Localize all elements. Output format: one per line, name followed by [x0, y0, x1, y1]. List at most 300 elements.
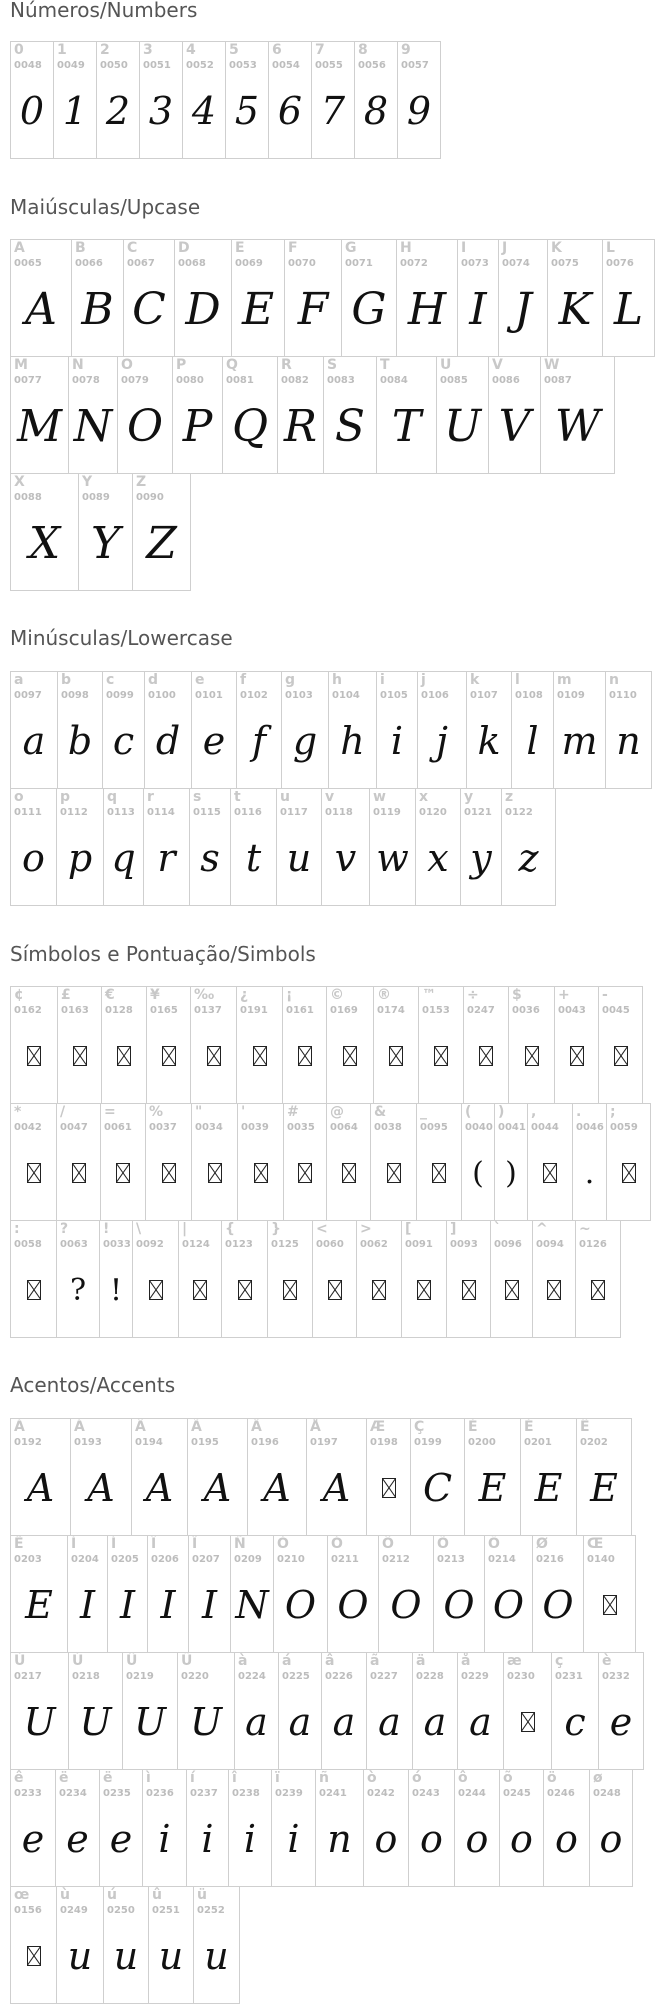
glyph-cell	[189, 788, 231, 906]
glyph-sample: u	[113, 1934, 139, 1978]
glyph-preview	[178, 1675, 234, 1769]
character-code: 0057	[401, 60, 429, 71]
character-label: œ	[14, 1887, 30, 1903]
glyph-preview	[237, 1009, 282, 1103]
glyph-preview	[357, 1243, 401, 1337]
glyph-preview	[149, 1909, 193, 2003]
character-label: -	[602, 987, 608, 1003]
glyph-cell	[366, 1652, 413, 1770]
character-label: ë	[103, 1770, 113, 1786]
character-label: €	[105, 987, 115, 1003]
character-code: 0194	[135, 1437, 163, 1448]
character-label: "	[195, 1104, 203, 1120]
glyph-preview	[118, 379, 172, 473]
glyph-preview	[188, 1441, 247, 1535]
glyph-cell	[10, 41, 54, 159]
character-code: 0225	[282, 1671, 310, 1682]
missing-glyph-icon	[417, 1280, 431, 1300]
glyph-cell	[327, 1535, 379, 1653]
glyph-preview	[57, 1126, 100, 1220]
character-code: 0211	[331, 1554, 359, 1565]
glyph-sample: A	[322, 1466, 351, 1510]
character-label: D	[178, 240, 190, 256]
character-label: ä	[416, 1653, 426, 1669]
glyph-sample: U	[23, 1700, 56, 1744]
glyph-cell	[273, 1535, 328, 1653]
glyph-sample: u	[158, 1934, 184, 1978]
glyph-preview	[11, 496, 78, 590]
glyph-preview	[269, 64, 311, 158]
glyph-sample: A	[25, 283, 57, 335]
character-label: Ê	[580, 1419, 590, 1435]
character-label: K	[551, 240, 562, 256]
glyph-sample: p	[67, 836, 93, 880]
character-label: â	[325, 1653, 335, 1669]
glyph-sample: A	[145, 1466, 174, 1510]
glyph-cell	[282, 986, 327, 1104]
character-label: (	[465, 1104, 472, 1120]
glyph-preview	[237, 694, 281, 788]
glyph-cell	[511, 671, 554, 789]
glyph-preview	[374, 1009, 418, 1103]
character-label: 4	[186, 42, 196, 58]
glyph-preview	[104, 1909, 148, 2003]
glyph-sample: e	[21, 1817, 45, 1861]
character-code: 0033	[103, 1239, 131, 1250]
character-label: Ò	[277, 1536, 289, 1552]
glyph-cell	[247, 1418, 307, 1536]
glyph-preview	[54, 64, 96, 158]
glyph-sample: U	[79, 1700, 112, 1744]
character-label: ì	[146, 1770, 151, 1786]
section-title-symbols: Símbolos e Pontuação/Simbols	[10, 942, 316, 966]
glyph-cell	[145, 1103, 192, 1221]
character-code: 0084	[380, 375, 408, 386]
character-code: 0198	[370, 1437, 398, 1448]
character-label: 2	[100, 42, 110, 58]
glyph-preview	[555, 1009, 598, 1103]
missing-glyph-icon	[591, 1280, 605, 1300]
character-label: `	[494, 1221, 501, 1237]
missing-glyph-icon	[521, 1712, 535, 1732]
glyph-sample: W	[554, 400, 601, 452]
glyph-sample: C	[422, 1466, 453, 1510]
missing-glyph-icon	[298, 1163, 312, 1183]
character-label: h	[332, 672, 342, 688]
glyph-cell	[416, 1103, 462, 1221]
character-code: 0067	[127, 258, 155, 269]
glyph-cell	[57, 986, 102, 1104]
character-label: p	[60, 789, 71, 805]
glyph-cell	[222, 356, 278, 474]
character-label: Ö	[488, 1536, 500, 1552]
character-code: 0113	[107, 807, 135, 818]
missing-glyph-icon	[283, 1280, 297, 1300]
glyph-preview	[11, 1909, 56, 2003]
glyph-cell	[186, 1769, 229, 1887]
glyph-preview	[367, 1675, 412, 1769]
glyph-sample: s	[200, 836, 220, 880]
character-code: 0163	[61, 1005, 89, 1016]
glyph-cell	[144, 671, 192, 789]
glyph-preview	[133, 496, 190, 590]
glyph-cell	[312, 1220, 357, 1338]
glyph-preview	[577, 1441, 631, 1535]
character-code: 0233	[14, 1788, 42, 1799]
glyph-sample: L	[613, 283, 644, 335]
character-label: j	[421, 672, 426, 688]
glyph-sample: 5	[234, 89, 260, 133]
character-code: 0099	[106, 690, 134, 701]
glyph-sample: X	[28, 517, 61, 569]
character-code: 0218	[72, 1671, 100, 1682]
character-label: S	[327, 357, 338, 373]
character-code: 0052	[186, 60, 214, 71]
character-label: Ë	[14, 1536, 24, 1552]
glyph-preview	[11, 379, 68, 473]
character-label: Ø	[536, 1536, 548, 1552]
glyph-preview	[148, 1558, 188, 1652]
character-label: F	[288, 240, 298, 256]
character-code: 0115	[193, 807, 221, 818]
character-code: 0126	[579, 1239, 607, 1250]
glyph-cell	[78, 473, 133, 591]
glyph-preview	[277, 811, 321, 905]
character-code: 0203	[14, 1554, 42, 1565]
character-code: 0125	[271, 1239, 299, 1250]
glyph-preview	[419, 1009, 463, 1103]
glyph-sample: n	[616, 719, 641, 763]
character-code: 0050	[100, 60, 128, 71]
character-code: 0251	[152, 1905, 180, 1916]
glyph-preview	[447, 1243, 490, 1337]
character-label: {	[225, 1221, 235, 1237]
glyph-preview	[143, 1792, 186, 1886]
glyph-preview	[69, 1675, 122, 1769]
missing-glyph-icon	[207, 1046, 221, 1066]
glyph-cell	[100, 1103, 146, 1221]
character-label: g	[285, 672, 296, 688]
glyph-cell	[464, 1418, 521, 1536]
missing-glyph-icon	[27, 1946, 41, 1966]
character-code: 0243	[412, 1788, 440, 1799]
glyph-sample: u	[286, 836, 312, 880]
character-label: Æ	[370, 1419, 386, 1435]
character-label: .	[576, 1104, 582, 1120]
glyph-preview	[231, 811, 276, 905]
glyph-preview	[102, 1009, 146, 1103]
glyph-cell	[56, 1103, 101, 1221]
character-code: 0204	[71, 1554, 99, 1565]
character-code: 0238	[232, 1788, 260, 1799]
glyph-cell	[68, 1652, 123, 1770]
glyph-preview	[455, 1792, 499, 1886]
character-code: 0214	[488, 1554, 516, 1565]
glyph-cell	[463, 986, 509, 1104]
character-code: 0128	[105, 1005, 133, 1016]
character-label: )	[498, 1104, 505, 1120]
glyph-preview	[599, 1675, 643, 1769]
glyph-sample: Z	[146, 517, 177, 569]
glyph-cell	[122, 1652, 178, 1770]
glyph-sample: O	[390, 1583, 422, 1627]
character-code: 0090	[136, 492, 164, 503]
glyph-cell	[540, 356, 615, 474]
character-code: 0246	[547, 1788, 575, 1799]
character-label: Á	[74, 1419, 85, 1435]
glyph-preview	[192, 1126, 237, 1220]
glyph-cell	[321, 1652, 367, 1770]
character-code: 0102	[240, 690, 268, 701]
glyph-sample: B	[81, 283, 114, 335]
missing-glyph-icon	[372, 1280, 386, 1300]
glyph-cell	[277, 356, 324, 474]
glyph-cell	[410, 1418, 465, 1536]
glyph-cell	[498, 239, 548, 357]
glyph-preview	[413, 1675, 457, 1769]
character-code: 0250	[107, 1905, 135, 1916]
glyph-preview	[599, 1009, 642, 1103]
character-code: 0202	[580, 1437, 608, 1448]
glyph-preview	[282, 694, 328, 788]
glyph-cell	[311, 41, 355, 159]
glyph-preview	[398, 64, 440, 158]
glyph-cell	[281, 671, 329, 789]
character-code: 0231	[555, 1671, 583, 1682]
glyph-sample: (	[472, 1155, 484, 1191]
glyph-cell	[96, 41, 140, 159]
character-label: m	[557, 672, 572, 688]
glyph-sample: J	[514, 283, 532, 335]
character-code: 0058	[14, 1239, 42, 1250]
character-code: 0117	[280, 807, 308, 818]
glyph-preview	[11, 1009, 57, 1103]
glyph-cell	[231, 239, 285, 357]
character-code: 0088	[14, 492, 42, 503]
glyph-cell	[283, 1103, 327, 1221]
glyph-cell	[187, 1418, 248, 1536]
glyph-preview	[187, 1792, 228, 1886]
glyph-cell	[553, 671, 606, 789]
glyph-preview	[327, 1126, 370, 1220]
glyph-cell	[172, 356, 223, 474]
character-code: 0053	[229, 60, 257, 71]
glyph-preview	[57, 1909, 103, 2003]
glyph-sample: M	[16, 400, 63, 452]
glyph-preview	[104, 811, 143, 905]
glyph-cell	[139, 41, 183, 159]
character-label: ;	[610, 1104, 616, 1120]
glyph-preview	[124, 262, 174, 356]
glyph-sample: i	[243, 1817, 257, 1861]
glyph-preview	[355, 64, 397, 158]
glyph-cell	[457, 1652, 504, 1770]
glyph-sample: l	[526, 719, 539, 763]
character-label: ò	[367, 1770, 377, 1786]
glyph-sample: a	[332, 1700, 356, 1744]
character-code: 0096	[494, 1239, 522, 1250]
character-label: À	[14, 1419, 25, 1435]
character-code: 0056	[358, 60, 386, 71]
glyph-preview	[590, 1792, 632, 1886]
glyph-sample: b	[67, 719, 93, 763]
character-code: 0245	[503, 1788, 531, 1799]
glyph-cell	[234, 1652, 279, 1770]
glyph-cell	[326, 986, 374, 1104]
character-code: 0121	[464, 807, 492, 818]
character-code: 0103	[285, 690, 313, 701]
glyph-sample: O	[337, 1583, 369, 1627]
character-label: N	[72, 357, 84, 373]
glyph-sample: I	[119, 1583, 135, 1627]
glyph-preview	[183, 64, 225, 158]
glyph-preview	[179, 1243, 221, 1337]
character-label: ¿	[240, 987, 249, 1003]
glyph-preview	[190, 811, 230, 905]
glyph-cell	[323, 356, 377, 474]
glyph-cell	[576, 1418, 632, 1536]
glyph-preview	[461, 811, 501, 905]
glyph-preview	[521, 1441, 576, 1535]
character-label: X	[14, 474, 25, 490]
glyph-sample: R	[283, 400, 318, 452]
character-code: 0068	[178, 258, 206, 269]
glyph-cell	[575, 1220, 621, 1338]
glyph-sample: a	[245, 1700, 268, 1744]
missing-glyph-icon	[328, 1280, 342, 1300]
character-label: #	[287, 1104, 299, 1120]
character-code: 0111	[14, 807, 42, 818]
glyph-sample: I	[160, 1583, 176, 1627]
glyph-preview	[272, 1792, 315, 1886]
missing-glyph-icon	[298, 1046, 312, 1066]
section-title-lowercase: Minúsculas/Lowercase	[10, 626, 233, 650]
glyph-cell	[605, 671, 652, 789]
glyph-cell	[457, 239, 499, 357]
glyph-cell	[103, 788, 144, 906]
glyph-preview	[278, 379, 323, 473]
character-label: û	[152, 1887, 162, 1903]
glyph-sample: t	[245, 836, 262, 880]
glyph-cell	[461, 1103, 495, 1221]
glyph-cell	[236, 986, 283, 1104]
glyph-preview	[541, 379, 614, 473]
character-code: 0229	[461, 1671, 489, 1682]
missing-glyph-icon	[162, 1046, 176, 1066]
character-code: 0109	[557, 690, 585, 701]
glyph-preview	[533, 1243, 575, 1337]
glyph-preview	[232, 262, 284, 356]
glyph-preview	[69, 379, 117, 473]
glyph-cell	[454, 1769, 500, 1887]
glyph-cell	[271, 1769, 316, 1887]
glyph-cell	[10, 473, 79, 591]
glyph-preview	[279, 1675, 321, 1769]
missing-glyph-icon	[543, 1163, 557, 1183]
character-code: 0241	[319, 1788, 347, 1799]
character-label: ,	[531, 1104, 537, 1120]
missing-glyph-icon	[73, 1046, 87, 1066]
character-label: Ú	[72, 1653, 84, 1669]
character-code: 0122	[505, 807, 533, 818]
glyph-sample: q	[111, 836, 136, 880]
section-title-accents: Acentos/Accents	[10, 1373, 176, 1397]
glyph-sample: o	[420, 1817, 443, 1861]
character-code: 0045	[602, 1005, 630, 1016]
glyph-sample: P	[182, 400, 213, 452]
glyph-cell	[67, 1535, 108, 1653]
character-label: Ä	[251, 1419, 262, 1435]
glyph-sample: w	[376, 836, 409, 880]
glyph-preview	[324, 379, 376, 473]
character-label: Í	[111, 1536, 117, 1552]
glyph-sample: u	[67, 1934, 93, 1978]
character-label: ã	[370, 1653, 380, 1669]
character-code: 0116	[234, 807, 262, 818]
glyph-sample: o	[599, 1817, 623, 1861]
character-code: 0195	[191, 1437, 219, 1448]
glyph-cell	[370, 1103, 417, 1221]
glyph-preview	[175, 262, 231, 356]
character-label: Ü	[181, 1653, 193, 1669]
glyph-preview	[11, 64, 53, 158]
character-label: G	[345, 240, 357, 256]
glyph-cell	[147, 1535, 189, 1653]
character-label: B	[75, 240, 86, 256]
character-code: 0220	[181, 1671, 209, 1682]
glyph-preview	[58, 1009, 101, 1103]
glyph-sample: C	[132, 283, 166, 335]
glyph-cell	[356, 1220, 402, 1338]
character-label: o	[14, 789, 24, 805]
glyph-preview	[462, 1126, 494, 1220]
glyph-preview	[377, 379, 436, 473]
character-code: 0082	[281, 375, 309, 386]
glyph-cell	[68, 356, 118, 474]
glyph-cell	[132, 473, 191, 591]
glyph-preview	[56, 1792, 99, 1886]
glyph-cell	[446, 1220, 491, 1338]
missing-glyph-icon	[432, 1163, 446, 1183]
glyph-cell	[143, 788, 190, 906]
character-code: 0048	[14, 60, 42, 71]
glyph-preview	[173, 379, 222, 473]
glyph-preview	[222, 1243, 267, 1337]
glyph-preview	[194, 1909, 239, 2003]
glyph-cell	[378, 1535, 434, 1653]
glyph-preview	[533, 1558, 583, 1652]
character-label: J	[502, 240, 508, 256]
character-code: 0071	[345, 258, 373, 269]
missing-glyph-icon	[117, 1046, 131, 1066]
character-code: 0100	[148, 690, 176, 701]
glyph-preview	[57, 811, 103, 905]
character-label: *	[14, 1104, 22, 1120]
character-code: 0095	[420, 1122, 448, 1133]
glyph-cell	[221, 1220, 268, 1338]
glyph-cell	[237, 1103, 284, 1221]
character-code: 0207	[192, 1554, 220, 1565]
character-label: ®	[377, 987, 391, 1003]
character-label: E	[235, 240, 245, 256]
glyph-preview	[552, 1675, 598, 1769]
character-label: U	[440, 357, 452, 373]
character-code: 0069	[235, 258, 263, 269]
glyph-sample: r	[157, 836, 176, 880]
glyph-preview	[68, 1558, 107, 1652]
glyph-preview	[371, 1126, 416, 1220]
glyph-preview	[268, 1243, 312, 1337]
